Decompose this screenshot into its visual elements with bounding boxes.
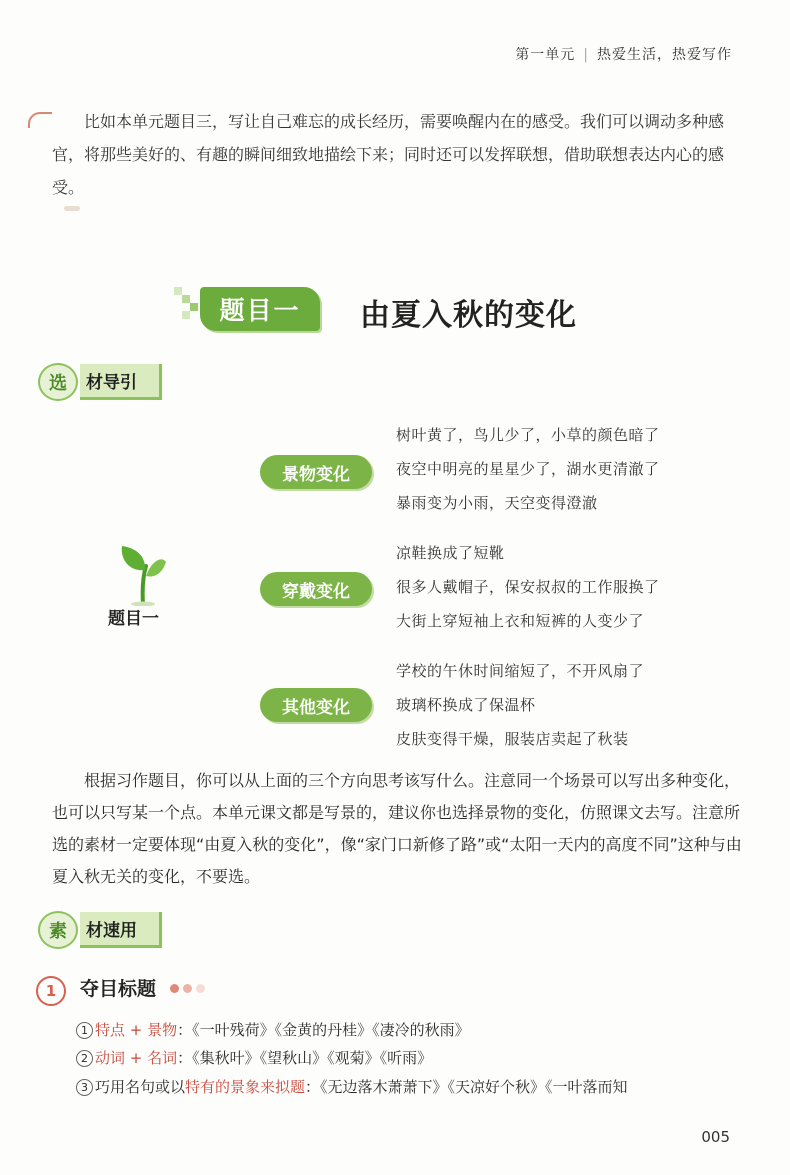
topic-title: 由夏入秋的变化 <box>360 298 577 333</box>
branch-scenery-change: 景物变化 <box>260 455 372 489</box>
pixel-decoration <box>174 287 182 295</box>
item-number: 3 <box>76 1079 93 1096</box>
list-item: 1 特点 + 景物：《一叶残荷》《金黄的丹桂》《凄冷的秋雨》 <box>76 1019 470 1040</box>
item-examples: 《无边落木萧萧下》《天凉好个秋》《一叶落而知 <box>320 1078 628 1096</box>
running-header <box>515 44 732 64</box>
item-lead: 特点 + 景物 <box>95 1021 178 1039</box>
sprout-icon <box>118 540 168 606</box>
branch-item: 学校的午休时间缩短了，不开风扇了 <box>396 662 645 680</box>
branch-item: 树叶黄了，鸟儿少了，小草的颜色暗了 <box>396 426 660 444</box>
header-separator: | <box>583 47 589 63</box>
item-examples: 《一叶残荷》《金黄的丹桂》《凄冷的秋雨》 <box>192 1021 470 1039</box>
unit-label: 第一单元 <box>515 47 576 63</box>
heading-dots-icon <box>170 984 205 993</box>
pixel-decoration <box>182 311 190 319</box>
heading-title: 夺目标题 <box>80 978 157 1000</box>
page-number: 005 <box>701 1128 730 1146</box>
decorative-curl-icon <box>28 112 52 128</box>
section-label: 材导引 <box>80 364 162 400</box>
guidance-paragraph: 根据习作题目，你可以从上面的三个方向思考该写什么。注意同一个场景可以写出多种变化，也可以只写某一个点。本单元课文都是写景的，建议你也选择景物的变化，仿照课文去写。注意所选的素材一定要体现“由夏入秋的变化”，像“家门口新修了路”或“太阳一天内的高度不同”这种与由夏入秋无关的变化，不要选。 <box>52 771 742 886</box>
item-lead: 动词 + 名词 <box>95 1049 178 1067</box>
branch-item: 凉鞋换成了短靴 <box>396 544 505 562</box>
branch-item: 夜空中明亮的星星少了，湖水更清澈了 <box>396 460 660 478</box>
item-lead: 特有的景象来拟题 <box>185 1078 306 1096</box>
branch-item: 大街上穿短袖上衣和短裤的人变少了 <box>396 612 645 630</box>
branch-item: 暴雨变为小雨，天空变得澄澈 <box>396 494 598 512</box>
item-examples: 《集秋叶》《望秋山》《观菊》《听雨》 <box>192 1049 433 1067</box>
list-item: 3 巧用名句或以特有的景象来拟题：《无边落木萧萧下》《天凉好个秋》《一叶落而知 <box>76 1076 628 1097</box>
section-tab-material-guide <box>38 366 162 398</box>
heading-number: 1 <box>36 976 66 1006</box>
branch-item: 皮肤变得干燥，服装店卖起了秋装 <box>396 730 629 748</box>
branch-item: 很多人戴帽子，保安叔叔的工作服换了 <box>396 578 660 596</box>
decorative-dash <box>64 206 80 211</box>
section-tab-material-quick-use <box>38 914 162 946</box>
list-item: 2 动词 + 名词：《集秋叶》《望秋山》《观菊》《听雨》 <box>76 1047 432 1068</box>
section-badge: 素 <box>38 911 78 949</box>
unit-theme: 热爱生活，热爱写作 <box>597 47 732 63</box>
branch-other-change: 其他变化 <box>260 688 372 722</box>
pixel-decoration <box>182 295 190 303</box>
branch-item: 玻璃杯换成了保温杯 <box>396 696 536 714</box>
mindmap-root: 题目一 <box>108 609 159 629</box>
branch-clothing-change: 穿戴变化 <box>260 572 372 606</box>
section-badge: 选 <box>38 363 78 401</box>
topic-badge: 题目一 <box>200 287 320 331</box>
pixel-decoration <box>190 303 198 311</box>
section-label: 材速用 <box>80 912 162 948</box>
item-pre: 巧用名句或以 <box>95 1078 186 1096</box>
item-number: 2 <box>76 1050 93 1067</box>
intro-paragraph: 比如本单元题目三，写让自己难忘的成长经历，需要唤醒内在的感受。我们可以调动多种感官，将那些美好的、有趣的瞬间细致地描绘下来；同时还可以发挥联想，借助联想表达内心的感受。 <box>52 112 725 197</box>
item-number: 1 <box>76 1022 93 1039</box>
